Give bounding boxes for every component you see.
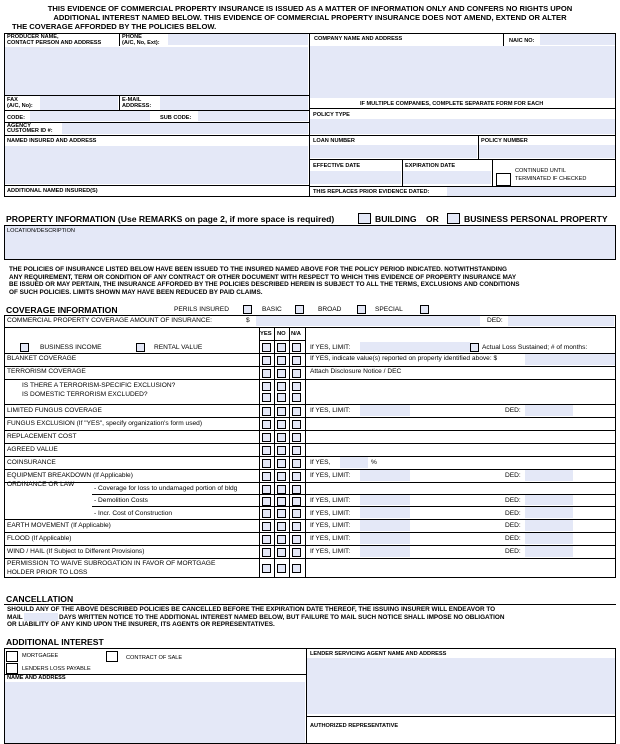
business-income-yes-checkbox[interactable] (262, 343, 271, 352)
header-notice (6, 4, 614, 31)
ordinance-construction-no-checkbox[interactable] (277, 509, 286, 518)
terrorism-label: TERRORISM COVERAGE (7, 368, 86, 375)
or-label: OR (426, 214, 439, 224)
terrorism-question-2: IS DOMESTIC TERRORISM EXCLUDED? (22, 391, 148, 398)
broad-label: BROAD (318, 306, 342, 313)
ordinance-label: ORDINANCE OR LAW (7, 481, 75, 488)
fax-field[interactable] (40, 96, 118, 110)
bpp-checkbox[interactable] (447, 213, 460, 224)
naic-label: NAIC NO: (509, 38, 535, 44)
header-line-3: THE COVERAGE AFFORDED BY THE POLICIES BELOW. (12, 22, 217, 31)
phone-field[interactable] (168, 34, 308, 45)
policy-type-label: POLICY TYPE (313, 112, 350, 118)
domestic-terrorism-no-checkbox[interactable] (277, 393, 286, 402)
mortgagee-checkbox[interactable] (6, 651, 18, 662)
bi-limit-field[interactable] (360, 342, 470, 352)
blanket-no-checkbox[interactable] (277, 356, 286, 365)
flood-limit-label: If YES, LIMIT: (310, 535, 351, 542)
lenders-loss-checkbox[interactable] (6, 663, 18, 674)
earth-movement-label: EARTH MOVEMENT (If Applicable) (7, 522, 111, 529)
coinsurance-percent: % (371, 459, 377, 466)
bi-limit-label: If YES, LIMIT: (310, 344, 351, 351)
ordinance-construction-label: - Incr. Cost of Construction (94, 510, 173, 517)
demolition-ded-field[interactable] (525, 495, 573, 505)
producer-name-label: PRODUCER NAME, (7, 34, 59, 40)
wind-hail-label: WIND / HAIL (If Subject to Different Provisions) (7, 548, 145, 555)
continued-until-label: CONTINUED UNTIL (515, 168, 566, 174)
construction-limit-label: If YES, LIMIT: (310, 510, 351, 517)
coinsurance-field[interactable] (340, 457, 368, 468)
ordinance-construction-na-checkbox[interactable] (292, 509, 301, 518)
wind-ded-label: DED: (505, 548, 521, 555)
cancellation-title: CANCELLATION (6, 594, 74, 604)
equipment-ded-label: DED: (505, 472, 521, 479)
cancellation-paragraph (7, 606, 615, 629)
ordinance-undamaged-label: - Coverage for loss to undamaged portion of bldg (94, 485, 238, 492)
phone-ac-label: (A/C, No, Ext): (122, 40, 160, 46)
coverage-title: COVERAGE INFORMATION (6, 305, 118, 315)
blanket-yes-checkbox[interactable] (262, 356, 271, 365)
multiple-companies-note: IF MULTIPLE COMPANIES, COMPLETE SEPARATE FORM FOR EACH (360, 101, 544, 107)
terrorism-exclusion-na-checkbox[interactable] (292, 382, 301, 391)
header-line-1: THIS EVIDENCE OF COMMERCIAL PROPERTY INSURANCE IS ISSUED AS A MATTER OF INFORMATION ONLY AND CONFERS NO RIGHTS UPON (47, 4, 573, 13)
rental-value-label: RENTAL VALUE (154, 344, 203, 351)
actual-loss-checkbox[interactable] (470, 343, 479, 352)
fungus-label: LIMITED FUNGUS COVERAGE (7, 407, 102, 414)
no-header: NO (277, 331, 286, 337)
wind-hail-na-checkbox[interactable] (292, 548, 301, 557)
email-field[interactable] (160, 96, 308, 110)
coverage-amount-field[interactable] (256, 316, 480, 326)
fungus-exclusion-na-checkbox[interactable] (292, 420, 301, 429)
agreed-value-yes-checkbox[interactable] (262, 446, 271, 455)
location-label: LOCATION/DESCRIPTION (7, 228, 75, 234)
flood-ded-field[interactable] (525, 533, 573, 544)
construction-ded-label: DED: (505, 510, 521, 517)
wind-hail-yes-checkbox[interactable] (262, 548, 271, 557)
rental-value-checkbox[interactable] (136, 343, 145, 352)
special-checkbox[interactable] (420, 305, 429, 314)
effective-date-label: EFFECTIVE DATE (313, 163, 361, 169)
fungus-limit-field[interactable] (360, 405, 410, 416)
email-address-label: ADDRESS: (122, 103, 152, 109)
coinsurance-na-checkbox[interactable] (292, 459, 301, 468)
code-field[interactable] (30, 111, 150, 121)
policy-number-field[interactable] (479, 145, 615, 158)
permission-line-2: HOLDER PRIOR TO LOSS (7, 569, 88, 576)
continued-until-checkbox[interactable] (496, 173, 511, 186)
demolition-limit-field[interactable] (360, 495, 410, 505)
location-field[interactable] (5, 226, 615, 259)
cancellation-mail: MAIL (7, 613, 23, 621)
replaces-prior-field[interactable] (447, 187, 615, 196)
limited-fungus-no-checkbox[interactable] (277, 407, 286, 416)
yes-header: YES (260, 331, 272, 337)
earth-ded-field[interactable] (525, 520, 573, 531)
coinsurance-ifyes-label: If YES, (310, 459, 331, 466)
equipment-limit-field[interactable] (360, 470, 410, 481)
equipment-breakdown-yes-checkbox[interactable] (262, 472, 271, 481)
coverage-ded-label: DED: (487, 317, 503, 324)
fax-ac-label: (A/C, No): (7, 103, 33, 109)
mortgagee-label: MORTGAGEE (22, 653, 59, 659)
customer-id-field[interactable] (62, 123, 308, 134)
special-label: SPECIAL (375, 306, 403, 313)
blanket-value-field[interactable] (525, 354, 615, 365)
earth-movement-yes-checkbox[interactable] (262, 522, 271, 531)
policy-type-field[interactable] (310, 119, 615, 134)
sub-code-field[interactable] (198, 111, 308, 121)
fungus-exclusion-yes-checkbox[interactable] (262, 420, 271, 429)
earth-movement-no-checkbox[interactable] (277, 522, 286, 531)
company-address-field[interactable] (310, 46, 615, 98)
perils-label: PERILS INSURED (174, 306, 229, 313)
dollar-sign: $ (246, 317, 250, 324)
equipment-breakdown-no-checkbox[interactable] (277, 472, 286, 481)
named-insured-label: NAMED INSURED AND ADDRESS (7, 138, 97, 144)
terrorism-yes-checkbox[interactable] (262, 369, 271, 378)
ordinance-construction-yes-checkbox[interactable] (262, 509, 271, 518)
replaces-prior-label: THIS REPLACES PRIOR EVIDENCE DATED: (313, 189, 430, 195)
earth-limit-field[interactable] (360, 520, 410, 531)
policies-line-2: ANY REQUIREMENT, TERM OR CONDITION OF ANY CONTRACT OR OTHER DOCUMENT WITH RESPECT TO WHICH THIS EVIDENCE OF PROPERTY INSURANCE MAY (9, 273, 517, 281)
building-label: BUILDING (375, 214, 417, 224)
wind-limit-label: If YES, LIMIT: (310, 548, 351, 555)
named-insured-field[interactable] (5, 146, 308, 184)
coinsurance-yes-checkbox[interactable] (262, 459, 271, 468)
business-income-na-checkbox[interactable] (292, 343, 301, 352)
cancellation-line-3: OR LIABILITY OF ANY KIND UPON THE INSURER, ITS AGENTS OR REPRESENTATIVES. (7, 621, 275, 629)
contact-person-label: CONTACT PERSON AND ADDRESS (7, 40, 102, 46)
flood-na-checkbox[interactable] (292, 535, 301, 544)
lender-agent-field[interactable] (307, 658, 615, 714)
wind-limit-field[interactable] (360, 546, 410, 557)
blanket-note: If YES, indicate value(s) reported on property identified above: $ (310, 355, 498, 362)
property-info-title: PROPERTY INFORMATION (Use REMARKS on page 2, if more space is required) (6, 214, 335, 224)
broad-checkbox[interactable] (357, 305, 366, 314)
fungus-exclusion-no-checkbox[interactable] (277, 420, 286, 429)
producer-address-field[interactable] (5, 47, 308, 95)
additional-interest-title: ADDITIONAL INTEREST (6, 637, 104, 647)
effective-date-field[interactable] (310, 171, 401, 184)
limited-fungus-na-checkbox[interactable] (292, 407, 301, 416)
policy-number-label: POLICY NUMBER (481, 138, 528, 144)
flood-ded-label: DED: (505, 535, 521, 542)
ordinance-undamaged-yes-checkbox[interactable] (262, 485, 271, 494)
policies-line-4: OF SUCH POLICIES. LIMITS SHOWN MAY HAVE BEEN REDUCED BY PAID CLAIMS. (9, 288, 263, 296)
basic-checkbox[interactable] (295, 305, 304, 314)
name-address-label: NAME AND ADDRESS (7, 675, 66, 681)
header-line-2: ADDITIONAL INTEREST NAMED BELOW. THIS EVIDENCE OF COMMERCIAL PROPERTY INSURANCE DOES NOT AMEND, EXTEND OR ALTER (53, 13, 567, 22)
domestic-terrorism-yes-checkbox[interactable] (262, 393, 271, 402)
expiration-date-field[interactable] (403, 171, 491, 184)
phone-label: PHONE (122, 34, 142, 40)
ordinance-demolition-no-checkbox[interactable] (277, 497, 286, 506)
policies-paragraph (9, 266, 615, 296)
equipment-breakdown-na-checkbox[interactable] (292, 472, 301, 481)
replacement-cost-no-checkbox[interactable] (277, 433, 286, 442)
wind-hail-no-checkbox[interactable] (277, 548, 286, 557)
replacement-cost-yes-checkbox[interactable] (262, 433, 271, 442)
naic-field[interactable] (540, 34, 615, 45)
fungus-exclusion-label: FUNGUS EXCLUSION (If "YES", specify organization's form used) (7, 420, 203, 427)
agreed-value-label: AGREED VALUE (7, 446, 58, 453)
customer-id-label: CUSTOMER ID #: (7, 128, 53, 134)
coverage-amount-label: COMMERCIAL PROPERTY COVERAGE AMOUNT OF INSURANCE: (7, 317, 212, 324)
loan-number-label: LOAN NUMBER (313, 138, 355, 144)
lenders-loss-label: LENDERS LOSS PAYABLE (22, 666, 91, 672)
demolition-limit-label: If YES, LIMIT: (310, 497, 351, 504)
authorized-rep-label: AUTHORIZED REPRESENTATIVE (310, 723, 399, 729)
flood-no-checkbox[interactable] (277, 535, 286, 544)
flood-label: FLOOD (If Applicable) (7, 535, 72, 542)
replacement-cost-label: REPLACEMENT COST (7, 433, 77, 440)
cancellation-line-2: DAYS WRITTEN NOTICE TO THE ADDITIONAL INTEREST NAMED BELOW, BUT FAILURE TO MAIL SUCH NOTICE SHALL IMPOSE NO OBLIGATION (59, 613, 505, 621)
contract-sale-label: CONTRACT OF SALE (126, 655, 183, 661)
replacement-cost-na-checkbox[interactable] (292, 433, 301, 442)
actual-loss-label: Actual Loss Sustained; # of months: (482, 344, 588, 351)
ordinance-undamaged-no-checkbox[interactable] (277, 485, 286, 494)
terrorism-exclusion-no-checkbox[interactable] (277, 382, 286, 391)
agreed-value-no-checkbox[interactable] (277, 446, 286, 455)
terrorism-question-1: IS THERE A TERRORISM-SPECIFIC EXCLUSION? (22, 382, 176, 389)
agency-label: AGENCY (7, 123, 31, 129)
blanket-label: BLANKET COVERAGE (7, 355, 77, 362)
terrorism-na-checkbox[interactable] (292, 369, 301, 378)
terrorism-no-checkbox[interactable] (277, 369, 286, 378)
days-notice-field[interactable] (24, 613, 58, 621)
company-name-label: COMPANY NAME AND ADDRESS (314, 36, 403, 42)
flood-limit-field[interactable] (360, 533, 410, 544)
bpp-label: BUSINESS PERSONAL PROPERTY (464, 214, 608, 224)
ordinance-undamaged-na-checkbox[interactable] (292, 485, 301, 494)
equipment-label: EQUIPMENT BREAKDOWN (If Applicable) (7, 472, 133, 479)
fax-label: FAX (7, 97, 18, 103)
equipment-limit-label: If YES, LIMIT: (310, 472, 351, 479)
policies-line-3: BE ISSUED OR MAY PERTAIN, THE INSURANCE AFFORDED BY THE POLICIES DESCRIBED HEREIN IS SUBJECT TO ALL THE TERMS, EXCLUSIONS AND CONDITIONS (9, 281, 520, 289)
lender-agent-label: LENDER SERVICING AGENT NAME AND ADDRESS (310, 651, 447, 657)
additional-named-label: ADDITIONAL NAMED INSURED(S) (7, 188, 98, 194)
business-income-checkbox[interactable] (20, 343, 29, 352)
fungus-ded-label: DED: (505, 407, 521, 414)
flood-yes-checkbox[interactable] (262, 535, 271, 544)
terrorism-exclusion-yes-checkbox[interactable] (262, 382, 271, 391)
ordinance-demolition-yes-checkbox[interactable] (262, 497, 271, 506)
permission-subrogation-na-checkbox[interactable] (292, 564, 301, 573)
permission-line-1: PERMISSION TO WAIVE SUBROGATION IN FAVOR OF MORTGAGE (7, 560, 216, 567)
agreed-value-na-checkbox[interactable] (292, 446, 301, 455)
permission-subrogation-yes-checkbox[interactable] (262, 564, 271, 573)
coinsurance-label: COINSURANCE (7, 459, 56, 466)
construction-limit-field[interactable] (360, 507, 410, 518)
cancellation-line-1: SHOULD ANY OF THE ABOVE DESCRIBED POLICIES BE CANCELLED BEFORE THE EXPIRATION DATE THEREOF, THE ISSUING INSURER WILL ENDEAVOR TO (7, 606, 496, 613)
limited-fungus-yes-checkbox[interactable] (262, 407, 271, 416)
perils-checkbox-1[interactable] (243, 305, 252, 314)
coverage-ded-field[interactable] (508, 316, 614, 326)
building-checkbox[interactable] (358, 213, 371, 224)
earth-limit-label: If YES, LIMIT: (310, 522, 351, 529)
terrorism-note: Attach Disclosure Notice / DEC (310, 368, 402, 375)
ordinance-demolition-na-checkbox[interactable] (292, 497, 301, 506)
additional-interest-address-field[interactable] (5, 682, 305, 743)
terminated-label: TERMINATED IF CHECKED (515, 176, 587, 182)
basic-label: BASIC (262, 306, 282, 313)
expiration-date-label: EXPIRATION DATE (405, 163, 456, 169)
wind-ded-field[interactable] (525, 546, 573, 557)
permission-subrogation-no-checkbox[interactable] (277, 564, 286, 573)
coinsurance-no-checkbox[interactable] (277, 459, 286, 468)
contract-sale-checkbox[interactable] (106, 651, 118, 662)
code-label: CODE: (7, 115, 26, 121)
fungus-limit-label: If YES, LIMIT: (310, 407, 351, 414)
domestic-terrorism-na-checkbox[interactable] (292, 393, 301, 402)
blanket-na-checkbox[interactable] (292, 356, 301, 365)
business-income-label: BUSINESS INCOME (40, 344, 102, 351)
policies-line-1: THE POLICIES OF INSURANCE LISTED BELOW HAVE BEEN ISSUED TO THE INSURED NAMED ABOVE FOR THE POLICY PERIOD INDICATED. NOTWITHSTANDING (9, 266, 508, 273)
na-header: N/A (291, 331, 301, 337)
sub-code-label: SUB CODE: (160, 115, 192, 121)
demolition-ded-label: DED: (505, 497, 521, 504)
loan-number-field[interactable] (310, 145, 477, 158)
construction-ded-field[interactable] (525, 507, 573, 518)
ordinance-demolition-label: - Demolition Costs (94, 497, 148, 504)
fungus-ded-field[interactable] (525, 405, 573, 416)
equipment-ded-field[interactable] (525, 470, 573, 481)
earth-movement-na-checkbox[interactable] (292, 522, 301, 531)
business-income-no-checkbox[interactable] (277, 343, 286, 352)
earth-ded-label: DED: (505, 522, 521, 529)
email-label: E-MAIL (122, 97, 142, 103)
